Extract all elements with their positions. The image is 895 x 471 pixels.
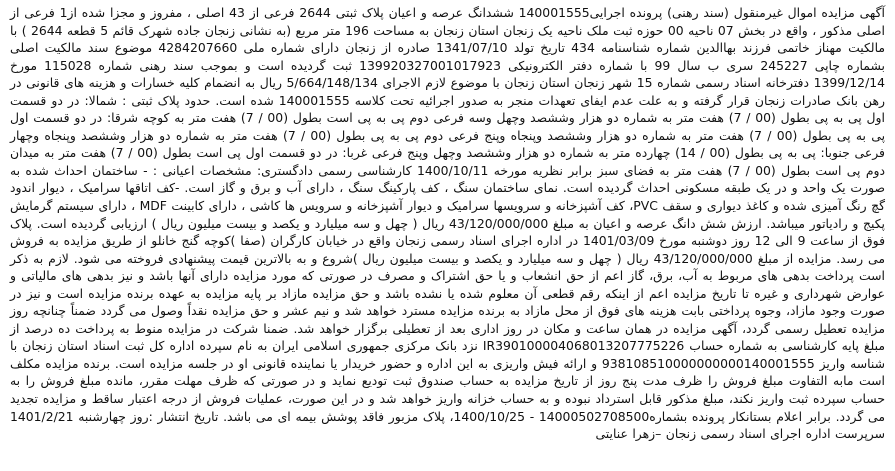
- auction-notice-text: آگهی مزایده اموال غیرمنقول (سند رهنی) پرونده اجرایی140001555 ششدانگ عرصه و اعیان پلاک ثبتی 2644 فرعی از 43 اصلی ، مفروز و مجزا شده از1 فرعی از اصلی مذکور ، واقع در بخش 07 ناحیه 00 حوزه ثبت ملک ناحیه یک زنجان استان زنجان به مساحت 196 متر مربع (به نشانی زنجان جاده شهرک قائم 5 قطعه 2644 ) با مالکیت مهناز خاتمی فرزند بهاالدین شماره شناسنامه 434 تاریخ تولد 1341/07/10 صادره از زنجان دارای شماره ملی 4284207660 موضوع سند مالکیت اصلی بشماره چاپی 245227 سری ب سال 99 با شماره دفتر الکترونیکی 139920327001017923 ثبت گردیده است و بموجب سند رهنی شماره 115028 مورخ 1399/12/14 دفترخانه اسناد رسمی شماره 15 شهر زنجان استان زنجان با موضوع لازم الاجرای 5/664/148/134 ریال به انضمام کلیه خسارات و هزینه های قانونی در رهن بانک صادرات زنجان قرار گرفته و به علت عدم ایفای تعهدات منجر به صدور اجرائیه تحت کلاسه 140001555 شده است. حدود پلاک ثبتی : شمالا: در دو قسمت اول پی به پی بطول (00 / 7) هفت متر به شماره دو هزار وششصد وچهل وسه فرعی دوم پی به پی است بطول (00 / 7) هفت متر به کوچه شرقا: در دو قسمت اول پی به پی بطول (00 / 7) هفت متر به شماره دو هزار وششصد وپنجاه وپنج فرعی دوم پی به پی بطول (00 / 7) هفت متر به شماره دو هزار وششصد وپنجاه وچهار فرعی جنوبا: پی به پی بطول (00 / 14) چهارده متر به شماره دو هزار وششصد وچهل وپنج فرعی غربا: در دو قسمت اول پی است بطول (00 / 7) هفت متر به میدان دوم پی است بطول (00 / 7) هفت متر به فضای سبز برابر نظریه مورخه 1400/10/11 کارشناسی رسمی دادگستری: مشخصات اعیانی : - ساختمان احداث شده به صورت یک واحد و در یک طبقه مسکونی احداث گردیده است. نمای ساختمان سنگ ، کف پارکینگ سنگ ، دارای آب و برق و گاز است. -کف اتاقها سرامیک ، دیوار اندود گچ رنگ آمیزی شده و کاغذ دیواری و سقف PVC، کف آشپزخانه و سرویسها سرامیک و دیوار آشپزخانه و سرویس ها کاشی ، دارای کابینت MDF ، دارای سیستم گرمایش پکیج و رادیاتور میباشد. ارزش شش دانگ عرصه و اعیان به مبلغ 43/120/000/000 ریال ( چهل و سه میلیارد و یکصد و بیست میلیون ریال ) ارزیابی گردیده است. پلاک فوق از ساعت 9 الی 12 روز دوشنبه مورخ 1401/03/09 در اداره اجرای اسناد رسمی زنجان واقع در خیابان کارگران (صفا )کوچه گنج خانلو از طریق مزایده به فروش می رسد. مزایده از مبلغ 43/120/000/000 ریال ( چهل و سه میلیارد و یکصد و بیست میلیون ریال )شروع و به بالاترین قیمت پیشنهادی فروخته می شود. لازم به ذکر است پرداخت بدهی های مربوط به آب، برق، گاز اعم از حق انشعاب و یا حق اشتراک و مصرف در صورتی که مورد مزایده دارای آنها باشد و نیز بدهی های مالیاتی و عوارض شهرداری و غیره تا تاریخ مزایده اعم از اینکه رقم قطعی آن معلوم شده یا نشده باشد و حق مزایده مازاد بر پایه مزایده به عهده برنده مزایده است و نیز در صورت وجود مازاد، وجوه پرداختی بابت هزینه های فوق از محل مازاد به برنده مزایده مسترد خواهد شد و نیم عشر و حق مزایده نقداً وصول می گردد ضمناً چنانچه روز مزایده تعطیل رسمی گردد، آگهی مزایده در همان ساعت و مکان در روز اداری بعد از تعطیلی برگزار خواهد شد. ضمنا شرکت در مزایده منوط به پرداخت ده درصد از مبلغ پایه کارشناسی به شماره حساب IR390100004068013207775226 نزد بانک مرکزی جمهوری اسلامی ایران به نام سپرده اداره کل ثبت اسناد استان زنجان با شناسه واریز 938108510000000000140001555 و ارائه فیش واریزی به این اداره و حضور خریدار یا نماینده قانونی او در جلسه مزایده است. برنده مزایده مکلف است مابه التفاوت مبلغ فروش را ظرف مدت پنج روز از تاریخ مزایده به حساب صندوق ثبت تودیع نماید و در صورتی که ظرف مهلت مقرر، مانده مبلغ فروش را به حساب سپرده ثبت واریز نکند، مبلغ مذکور قابل استرداد نبوده و به حساب خزانه واریز خواهد شد و در این صورت، عملیات فروش از درجه اعتبار ساقط و مزایده تجدید می گردد. برابر اعلام بستانکار پرونده بشماره14000502708500 - 1400/10/25، پلاک مزبور فاقد پوشش بیمه ای می باشد. تاریخ انتشار :روز چهارشنبه 1401/2/21 سرپرست اداره اجرای اسناد رسمی زنجان –زهرا عنایتی: [10, 5, 886, 442]
